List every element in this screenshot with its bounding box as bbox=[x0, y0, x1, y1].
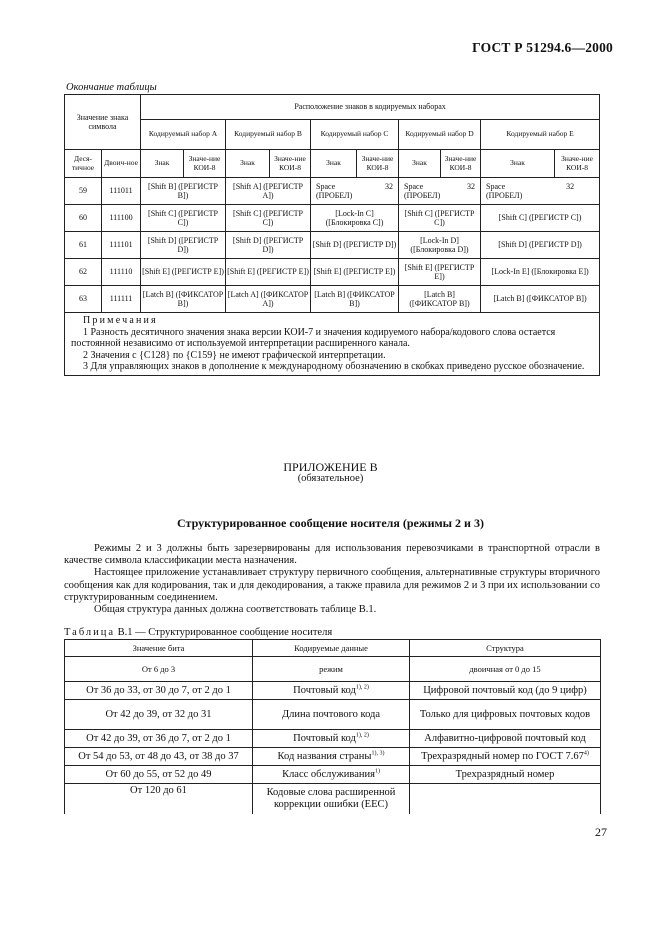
table-row bbox=[65, 286, 600, 313]
cell-set-d bbox=[399, 178, 481, 205]
header-set-e: Кодируемый набор E bbox=[481, 120, 600, 150]
cell-binary: 111111 bbox=[102, 286, 141, 313]
cell-bits: От 36 до 33, от 30 до 7, от 2 до 1 bbox=[65, 682, 253, 700]
header-sign-b: Знак bbox=[226, 150, 270, 178]
appendix-body bbox=[64, 543, 600, 616]
cell-set-e-ru: (ПРОБЕЛ) bbox=[486, 191, 523, 200]
cell-set-a: [Shift D] ([РЕГИСТР D]) bbox=[141, 232, 226, 259]
cell-binary: 111101 bbox=[102, 232, 141, 259]
footnote-ref: 4) bbox=[583, 750, 589, 756]
appendix-title: ПРИЛОЖЕНИЕ В bbox=[283, 460, 378, 474]
table-row bbox=[65, 766, 601, 784]
section-title: Структурированное сообщение носителя (режимы 2 и 3) bbox=[177, 516, 484, 530]
cell-set-e: [Shift D] ([РЕГИСТР D]) bbox=[481, 232, 600, 259]
table-row bbox=[65, 784, 601, 814]
table-row bbox=[65, 259, 600, 286]
cell-set-d-ru: (ПРОБЕЛ) bbox=[404, 191, 441, 200]
header-sign-e: Знак bbox=[481, 150, 555, 178]
cell-decimal: 60 bbox=[65, 205, 102, 232]
cell-data-text: Почтовый код bbox=[293, 732, 356, 744]
header-binary-range: двоичная от 0 до 15 bbox=[410, 657, 601, 682]
table-row bbox=[65, 748, 601, 766]
cell-binary: 111110 bbox=[102, 259, 141, 286]
cell-decimal: 61 bbox=[65, 232, 102, 259]
cell-set-b: [Latch A] ([ФИКСАТОР A]) bbox=[226, 286, 311, 313]
cell-bits: От 42 до 39, от 36 до 7, от 2 до 1 bbox=[65, 730, 253, 748]
cell-bits: От 42 до 39, от 32 до 31 bbox=[65, 700, 253, 730]
header-decimal: Деся-тичное bbox=[65, 150, 102, 178]
cell-bits: От 54 до 53, от 48 до 43, от 38 до 37 bbox=[65, 748, 253, 766]
header-koi-b: Значе-ние КОИ-8 bbox=[270, 150, 311, 178]
cell-decimal: 63 bbox=[65, 286, 102, 313]
paragraph-1: Режимы 2 и 3 должны быть зарезервированы для использования перевозчиками в транспортной отрасли в качестве символа классификации места назначения. bbox=[64, 543, 600, 567]
cell-set-a: [Shift E] ([РЕГИСТР E]) bbox=[141, 259, 226, 286]
notes-title: Примечания bbox=[83, 315, 158, 326]
page-number: 27 bbox=[595, 825, 607, 839]
cell-structure: Только для цифровых почтовых кодов bbox=[410, 700, 601, 730]
header-location: Расположение знаков в кодируемых наборах bbox=[141, 95, 600, 120]
cell-set-a: [Shift C] ([РЕГИСТР C]) bbox=[141, 205, 226, 232]
cell-set-e-name: Space bbox=[486, 181, 506, 191]
cell-set-b: [Shift D] ([РЕГИСТР D]) bbox=[226, 232, 311, 259]
cell-set-a: [Latch B] ([ФИКСАТОР B]) bbox=[141, 286, 226, 313]
cell-set-e-koi: 32 bbox=[566, 181, 575, 191]
cell-set-e: [Shift C] ([РЕГИСТР C]) bbox=[481, 205, 600, 232]
cell-set-d-koi: 32 bbox=[467, 181, 476, 191]
cell-data: Кодовые слова расширенной коррекции ошибки (EEC) bbox=[253, 784, 410, 814]
table-ending-label: Окончание таблицы bbox=[66, 82, 157, 93]
header-binary: Двоич-ное bbox=[102, 150, 141, 178]
cell-set-d-name: Space bbox=[404, 181, 424, 191]
header-data: Кодируемые данные bbox=[253, 640, 410, 657]
paragraph-2: Настоящее приложение устанавливает структуру первичного сообщения, альтернативные структуры вторичного сообщения как для кодирования, так и для декодирования, а также правила для режимов 2 и 3 при их использовании со структурированным соединением. bbox=[64, 567, 600, 603]
header-value-sign: Значение знака символа bbox=[65, 95, 141, 150]
cell-bits: От 120 до 61 bbox=[65, 784, 253, 814]
cell-set-d: [Latch B] ([ФИКСАТОР B]) bbox=[399, 286, 481, 313]
cell-data bbox=[253, 682, 410, 700]
table-row bbox=[65, 232, 600, 259]
cell-set-e: [Latch B] ([ФИКСАТОР B]) bbox=[481, 286, 600, 313]
header-koi-a: Значе-ние КОИ-8 bbox=[184, 150, 226, 178]
cell-data-text: Класс обслуживания bbox=[282, 768, 375, 780]
header-koi-e: Значе-ние КОИ-8 bbox=[555, 150, 600, 178]
cell-structure-text: Трехразрядный номер по ГОСТ 7.67 bbox=[421, 750, 584, 762]
cell-set-b: [Shift E] ([РЕГИСТР E]) bbox=[226, 259, 311, 286]
footnote-ref: 1) bbox=[374, 768, 380, 774]
cell-set-a: [Shift B] ([РЕГИСТР B]) bbox=[141, 178, 226, 205]
footnote-ref: 1), 2) bbox=[355, 684, 369, 690]
caption-prefix: Таблица bbox=[64, 627, 116, 638]
table-row bbox=[65, 730, 601, 748]
header-koi-c: Значе-ние КОИ-8 bbox=[357, 150, 399, 178]
cell-bits: От 60 до 55, от 52 до 49 bbox=[65, 766, 253, 784]
cell-structure bbox=[410, 784, 601, 814]
cell-binary: 111011 bbox=[102, 178, 141, 205]
cell-data-text: Почтовый код bbox=[293, 684, 356, 696]
note-2: 2 Значения с {C128} по {C159} не имеют графической интерпретации. bbox=[83, 349, 386, 361]
cell-data bbox=[253, 748, 410, 766]
cell-set-c bbox=[311, 178, 399, 205]
cell-set-c-ru: (ПРОБЕЛ) bbox=[316, 191, 353, 200]
header-bits-range: От 6 до 3 bbox=[65, 657, 253, 682]
cell-structure: Трехразрядный номер bbox=[410, 766, 601, 784]
cell-data bbox=[253, 730, 410, 748]
cell-structure: Цифровой почтовый код (до 9 цифр) bbox=[410, 682, 601, 700]
carrier-message-table bbox=[64, 639, 601, 814]
footnote-ref: 1), 2) bbox=[355, 732, 369, 738]
header-sign-c: Знак bbox=[311, 150, 357, 178]
header-set-b: Кодируемый набор B bbox=[226, 120, 311, 150]
cell-data-text: Код названия страны bbox=[277, 750, 372, 762]
table-row bbox=[65, 178, 600, 205]
cell-decimal: 62 bbox=[65, 259, 102, 286]
paragraph-3: Общая структура данных должна соответствовать таблице В.1. bbox=[94, 604, 377, 616]
cell-data: Длина почтового кода bbox=[253, 700, 410, 730]
cell-set-c-name: Space bbox=[316, 181, 336, 191]
note-3: 3 Для управляющих знаков в дополнение к международному обозначению в скобках приведено русское обозначение. bbox=[83, 361, 585, 372]
table-row bbox=[65, 700, 601, 730]
cell-set-d: [Shift E] ([РЕГИСТР E]) bbox=[399, 259, 481, 286]
cell-structure: Алфавитно-цифровой почтовый код bbox=[410, 730, 601, 748]
cell-set-b: [Shift C] ([РЕГИСТР C]) bbox=[226, 205, 311, 232]
cell-set-b: [Shift A] ([РЕГИСТР A]) bbox=[226, 178, 311, 205]
cell-binary: 111100 bbox=[102, 205, 141, 232]
cell-set-c: [Latch B] ([ФИКСАТОР B]) bbox=[311, 286, 399, 313]
cell-set-e bbox=[481, 178, 600, 205]
header-koi-d: Значе-ние КОИ-8 bbox=[441, 150, 481, 178]
cell-set-c: [Shift E] ([РЕГИСТР E]) bbox=[311, 259, 399, 286]
table-b1-caption bbox=[64, 627, 332, 638]
header-set-c: Кодируемый набор C bbox=[311, 120, 399, 150]
header-structure: Структура bbox=[410, 640, 601, 657]
cell-set-e: [Lock-In E] ([Блокировка E]) bbox=[481, 259, 600, 286]
header-mode: режим bbox=[253, 657, 410, 682]
header-sign-d: Знак bbox=[399, 150, 441, 178]
header-set-d: Кодируемый набор D bbox=[399, 120, 481, 150]
cell-set-c: [Shift D] ([РЕГИСТР D]) bbox=[311, 232, 399, 259]
table-row bbox=[65, 682, 601, 700]
cell-data bbox=[253, 766, 410, 784]
table-notes bbox=[65, 313, 600, 376]
note-1: 1 Разность десятичного значения знака версии КОИ-7 и значения кодируемого набора/кодового слова остается постоянной независимо от используемой интерпретации расширенного канала. bbox=[71, 326, 556, 349]
header-set-a: Кодируемый набор A bbox=[141, 120, 226, 150]
code-set-table bbox=[64, 94, 600, 376]
standard-header: ГОСТ Р 51294.6—2000 bbox=[472, 40, 613, 55]
cell-structure bbox=[410, 748, 601, 766]
caption-rest: В.1 — Структурированное сообщение носителя bbox=[117, 627, 333, 638]
cell-set-c: [Lock-In C] ([Блокировка C]) bbox=[311, 205, 399, 232]
footnote-ref: 1), 3) bbox=[371, 750, 385, 756]
header-sign-a: Знак bbox=[141, 150, 184, 178]
cell-set-d: [Shift C] ([РЕГИСТР C]) bbox=[399, 205, 481, 232]
appendix-subtitle: (обязательное) bbox=[297, 473, 364, 484]
header-bits: Значение бита bbox=[65, 640, 253, 657]
table-row bbox=[65, 205, 600, 232]
cell-decimal: 59 bbox=[65, 178, 102, 205]
cell-set-c-koi: 32 bbox=[385, 181, 394, 191]
cell-set-d: [Lock-In D] ([Блокировка D]) bbox=[399, 232, 481, 259]
